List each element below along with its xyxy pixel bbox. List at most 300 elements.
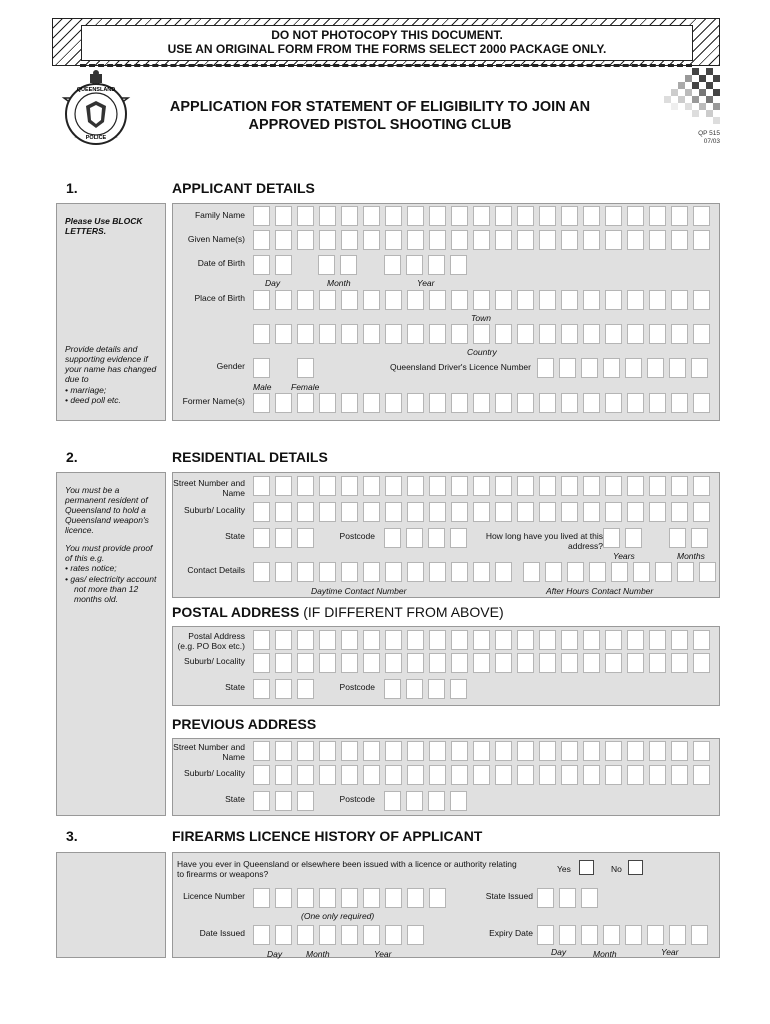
char-box[interactable] (407, 741, 424, 761)
char-box[interactable] (407, 888, 424, 908)
char-box[interactable] (407, 653, 424, 673)
char-box[interactable] (495, 765, 512, 785)
char-box[interactable] (407, 630, 424, 650)
char-box[interactable] (693, 630, 710, 650)
char-box[interactable] (649, 324, 666, 344)
char-box[interactable] (583, 630, 600, 650)
char-box[interactable] (561, 653, 578, 673)
char-box[interactable] (473, 765, 490, 785)
char-box[interactable] (523, 562, 540, 582)
char-box[interactable] (429, 290, 446, 310)
char-box[interactable] (583, 741, 600, 761)
char-box[interactable] (691, 925, 708, 945)
char-box[interactable] (581, 888, 598, 908)
char-box[interactable] (627, 630, 644, 650)
char-box[interactable] (649, 230, 666, 250)
char-box[interactable] (671, 765, 688, 785)
char-box[interactable] (385, 888, 402, 908)
char-box[interactable] (605, 653, 622, 673)
char-box[interactable] (473, 206, 490, 226)
char-box[interactable] (625, 528, 642, 548)
char-box[interactable] (633, 562, 650, 582)
char-box[interactable] (625, 358, 642, 378)
char-box[interactable] (561, 765, 578, 785)
char-box[interactable] (583, 765, 600, 785)
char-box[interactable] (451, 630, 468, 650)
char-box[interactable] (384, 679, 401, 699)
family-name-boxes[interactable] (253, 206, 715, 228)
char-box[interactable] (363, 741, 380, 761)
char-box[interactable] (429, 230, 446, 250)
char-box[interactable] (539, 502, 556, 522)
char-box[interactable] (671, 741, 688, 761)
char-box[interactable] (561, 393, 578, 413)
char-box[interactable] (473, 502, 490, 522)
char-box[interactable] (407, 324, 424, 344)
char-box[interactable] (319, 653, 336, 673)
char-box[interactable] (253, 791, 270, 811)
state-boxes[interactable] (253, 528, 319, 550)
char-box[interactable] (583, 324, 600, 344)
char-box[interactable] (581, 925, 598, 945)
char-box[interactable] (341, 630, 358, 650)
char-box[interactable] (297, 324, 314, 344)
state-issued-boxes[interactable] (537, 888, 603, 910)
char-box[interactable] (253, 206, 270, 226)
char-box[interactable] (341, 562, 358, 582)
char-box[interactable] (495, 230, 512, 250)
no-checkbox[interactable] (628, 860, 643, 875)
char-box[interactable] (627, 230, 644, 250)
char-box[interactable] (581, 358, 598, 378)
char-box[interactable] (451, 290, 468, 310)
char-box[interactable] (319, 630, 336, 650)
char-box[interactable] (363, 653, 380, 673)
char-box[interactable] (275, 502, 292, 522)
gender-male-box[interactable] (253, 358, 275, 380)
char-box[interactable] (319, 741, 336, 761)
char-box[interactable] (605, 324, 622, 344)
char-box[interactable] (341, 741, 358, 761)
char-box[interactable] (297, 476, 314, 496)
char-box[interactable] (699, 562, 716, 582)
char-box[interactable] (407, 290, 424, 310)
char-box[interactable] (275, 324, 292, 344)
char-box[interactable] (671, 502, 688, 522)
prev-suburb-boxes[interactable] (253, 765, 715, 787)
char-box[interactable] (537, 925, 554, 945)
char-box[interactable] (517, 393, 534, 413)
char-box[interactable] (495, 476, 512, 496)
char-box[interactable] (671, 324, 688, 344)
char-box[interactable] (407, 230, 424, 250)
drivers-licence-boxes[interactable] (537, 358, 713, 380)
expiry-month-boxes[interactable] (581, 925, 625, 947)
char-box[interactable] (583, 502, 600, 522)
char-box[interactable] (363, 230, 380, 250)
char-box[interactable] (655, 562, 672, 582)
prev-street-boxes[interactable] (253, 741, 715, 763)
char-box[interactable] (605, 476, 622, 496)
yes-checkbox[interactable] (579, 860, 594, 875)
char-box[interactable] (363, 765, 380, 785)
char-box[interactable] (671, 393, 688, 413)
char-box[interactable] (539, 290, 556, 310)
char-box[interactable] (451, 393, 468, 413)
char-box[interactable] (450, 528, 467, 548)
char-box[interactable] (297, 741, 314, 761)
char-box[interactable] (253, 230, 270, 250)
char-box[interactable] (253, 324, 270, 344)
char-box[interactable] (385, 630, 402, 650)
char-box[interactable] (297, 290, 314, 310)
char-box[interactable] (253, 925, 270, 945)
char-box[interactable] (627, 393, 644, 413)
char-box[interactable] (319, 290, 336, 310)
char-box[interactable] (677, 562, 694, 582)
char-box[interactable] (605, 741, 622, 761)
char-box[interactable] (561, 502, 578, 522)
char-box[interactable] (451, 765, 468, 785)
char-box[interactable] (537, 358, 554, 378)
after-hours-contact-boxes[interactable] (523, 562, 721, 584)
char-box[interactable] (385, 741, 402, 761)
char-box[interactable] (275, 765, 292, 785)
char-box[interactable] (517, 630, 534, 650)
char-box[interactable] (363, 925, 380, 945)
char-box[interactable] (341, 765, 358, 785)
char-box[interactable] (340, 255, 357, 275)
char-box[interactable] (495, 393, 512, 413)
char-box[interactable] (561, 290, 578, 310)
char-box[interactable] (428, 679, 445, 699)
char-box[interactable] (275, 562, 292, 582)
char-box[interactable] (693, 230, 710, 250)
char-box[interactable] (605, 393, 622, 413)
char-box[interactable] (275, 230, 292, 250)
char-box[interactable] (275, 679, 292, 699)
char-box[interactable] (627, 324, 644, 344)
char-box[interactable] (406, 791, 423, 811)
char-box[interactable] (275, 476, 292, 496)
prev-postcode-boxes[interactable] (384, 791, 472, 813)
char-box[interactable] (517, 476, 534, 496)
char-box[interactable] (297, 358, 314, 378)
char-box[interactable] (429, 888, 446, 908)
char-box[interactable] (473, 290, 490, 310)
char-box[interactable] (297, 791, 314, 811)
char-box[interactable] (517, 290, 534, 310)
char-box[interactable] (407, 476, 424, 496)
char-box[interactable] (253, 502, 270, 522)
char-box[interactable] (561, 230, 578, 250)
char-box[interactable] (517, 741, 534, 761)
char-box[interactable] (297, 679, 314, 699)
char-box[interactable] (385, 230, 402, 250)
char-box[interactable] (363, 502, 380, 522)
char-box[interactable] (649, 393, 666, 413)
char-box[interactable] (451, 206, 468, 226)
char-box[interactable] (275, 741, 292, 761)
char-box[interactable] (561, 324, 578, 344)
char-box[interactable] (627, 290, 644, 310)
char-box[interactable] (669, 528, 686, 548)
char-box[interactable] (647, 925, 664, 945)
char-box[interactable] (297, 206, 314, 226)
char-box[interactable] (275, 528, 292, 548)
char-box[interactable] (341, 653, 358, 673)
char-box[interactable] (429, 562, 446, 582)
char-box[interactable] (649, 502, 666, 522)
char-box[interactable] (275, 290, 292, 310)
char-box[interactable] (451, 476, 468, 496)
char-box[interactable] (253, 741, 270, 761)
dob-day-boxes[interactable] (253, 255, 297, 277)
char-box[interactable] (253, 653, 270, 673)
char-box[interactable] (385, 206, 402, 226)
char-box[interactable] (605, 502, 622, 522)
char-box[interactable] (297, 925, 314, 945)
char-box[interactable] (649, 206, 666, 226)
char-box[interactable] (253, 630, 270, 650)
char-box[interactable] (649, 290, 666, 310)
char-box[interactable] (589, 562, 606, 582)
birth-town-boxes[interactable] (253, 290, 715, 312)
char-box[interactable] (319, 502, 336, 522)
char-box[interactable] (297, 765, 314, 785)
char-box[interactable] (517, 502, 534, 522)
char-box[interactable] (473, 630, 490, 650)
char-box[interactable] (605, 630, 622, 650)
char-box[interactable] (319, 562, 336, 582)
char-box[interactable] (539, 741, 556, 761)
char-box[interactable] (406, 679, 423, 699)
char-box[interactable] (451, 230, 468, 250)
char-box[interactable] (385, 290, 402, 310)
char-box[interactable] (275, 630, 292, 650)
char-box[interactable] (583, 653, 600, 673)
char-box[interactable] (649, 741, 666, 761)
char-box[interactable] (253, 679, 270, 699)
char-box[interactable] (429, 741, 446, 761)
expiry-year-boxes[interactable] (625, 925, 713, 947)
char-box[interactable] (297, 230, 314, 250)
char-box[interactable] (451, 741, 468, 761)
char-box[interactable] (559, 888, 576, 908)
postcode-boxes[interactable] (384, 528, 472, 550)
char-box[interactable] (363, 290, 380, 310)
char-box[interactable] (341, 502, 358, 522)
char-box[interactable] (517, 653, 534, 673)
char-box[interactable] (583, 290, 600, 310)
char-box[interactable] (539, 230, 556, 250)
char-box[interactable] (297, 393, 314, 413)
char-box[interactable] (539, 630, 556, 650)
char-box[interactable] (385, 925, 402, 945)
char-box[interactable] (407, 925, 424, 945)
char-box[interactable] (363, 206, 380, 226)
char-box[interactable] (253, 290, 270, 310)
char-box[interactable] (603, 358, 620, 378)
char-box[interactable] (669, 358, 686, 378)
daytime-contact-boxes[interactable] (253, 562, 517, 584)
char-box[interactable] (539, 324, 556, 344)
char-box[interactable] (605, 206, 622, 226)
char-box[interactable] (253, 476, 270, 496)
char-box[interactable] (561, 476, 578, 496)
char-box[interactable] (605, 290, 622, 310)
char-box[interactable] (363, 476, 380, 496)
char-box[interactable] (671, 630, 688, 650)
char-box[interactable] (583, 206, 600, 226)
char-box[interactable] (385, 324, 402, 344)
char-box[interactable] (693, 765, 710, 785)
char-box[interactable] (649, 630, 666, 650)
char-box[interactable] (473, 476, 490, 496)
char-box[interactable] (341, 476, 358, 496)
char-box[interactable] (495, 653, 512, 673)
licence-number-boxes[interactable] (253, 888, 451, 910)
char-box[interactable] (253, 562, 270, 582)
char-box[interactable] (625, 925, 642, 945)
char-box[interactable] (341, 290, 358, 310)
char-box[interactable] (275, 255, 292, 275)
char-box[interactable] (384, 528, 401, 548)
char-box[interactable] (649, 765, 666, 785)
gender-female-box[interactable] (297, 358, 319, 380)
expiry-day-boxes[interactable] (537, 925, 581, 947)
char-box[interactable] (627, 653, 644, 673)
char-box[interactable] (275, 925, 292, 945)
char-box[interactable] (406, 255, 423, 275)
postal-postcode-boxes[interactable] (384, 679, 472, 701)
char-box[interactable] (363, 393, 380, 413)
char-box[interactable] (473, 324, 490, 344)
char-box[interactable] (253, 358, 270, 378)
char-box[interactable] (567, 562, 584, 582)
char-box[interactable] (407, 393, 424, 413)
birth-country-boxes[interactable] (253, 324, 715, 346)
char-box[interactable] (385, 653, 402, 673)
char-box[interactable] (450, 791, 467, 811)
char-box[interactable] (627, 741, 644, 761)
char-box[interactable] (693, 653, 710, 673)
given-names-boxes[interactable] (253, 230, 715, 252)
char-box[interactable] (473, 741, 490, 761)
char-box[interactable] (319, 888, 336, 908)
char-box[interactable] (341, 230, 358, 250)
char-box[interactable] (517, 324, 534, 344)
issued-year-boxes[interactable] (341, 925, 429, 947)
char-box[interactable] (429, 393, 446, 413)
char-box[interactable] (319, 925, 336, 945)
char-box[interactable] (429, 206, 446, 226)
prev-state-boxes[interactable] (253, 791, 319, 813)
char-box[interactable] (605, 765, 622, 785)
char-box[interactable] (275, 653, 292, 673)
char-box[interactable] (583, 230, 600, 250)
char-box[interactable] (473, 562, 490, 582)
char-box[interactable] (539, 393, 556, 413)
char-box[interactable] (384, 791, 401, 811)
char-box[interactable] (473, 230, 490, 250)
char-box[interactable] (693, 324, 710, 344)
char-box[interactable] (406, 528, 423, 548)
char-box[interactable] (583, 393, 600, 413)
char-box[interactable] (407, 502, 424, 522)
char-box[interactable] (627, 765, 644, 785)
char-box[interactable] (603, 528, 620, 548)
char-box[interactable] (693, 393, 710, 413)
former-names-boxes[interactable] (253, 393, 715, 415)
char-box[interactable] (537, 888, 554, 908)
postal-state-boxes[interactable] (253, 679, 319, 701)
char-box[interactable] (341, 888, 358, 908)
years-boxes[interactable] (603, 528, 647, 550)
char-box[interactable] (495, 562, 512, 582)
char-box[interactable] (691, 358, 708, 378)
char-box[interactable] (495, 290, 512, 310)
char-box[interactable] (693, 476, 710, 496)
char-box[interactable] (253, 888, 270, 908)
char-box[interactable] (450, 679, 467, 699)
char-box[interactable] (363, 562, 380, 582)
char-box[interactable] (495, 630, 512, 650)
char-box[interactable] (495, 206, 512, 226)
char-box[interactable] (429, 653, 446, 673)
char-box[interactable] (539, 206, 556, 226)
char-box[interactable] (385, 562, 402, 582)
char-box[interactable] (275, 393, 292, 413)
char-box[interactable] (253, 393, 270, 413)
char-box[interactable] (561, 741, 578, 761)
char-box[interactable] (693, 741, 710, 761)
char-box[interactable] (451, 653, 468, 673)
char-box[interactable] (384, 255, 401, 275)
char-box[interactable] (319, 206, 336, 226)
char-box[interactable] (253, 255, 270, 275)
char-box[interactable] (341, 925, 358, 945)
char-box[interactable] (451, 562, 468, 582)
char-box[interactable] (561, 630, 578, 650)
char-box[interactable] (385, 502, 402, 522)
dob-month-boxes[interactable] (318, 255, 362, 277)
char-box[interactable] (297, 562, 314, 582)
char-box[interactable] (671, 206, 688, 226)
char-box[interactable] (517, 765, 534, 785)
char-box[interactable] (297, 653, 314, 673)
char-box[interactable] (429, 502, 446, 522)
char-box[interactable] (539, 765, 556, 785)
char-box[interactable] (451, 324, 468, 344)
char-box[interactable] (385, 393, 402, 413)
char-box[interactable] (627, 206, 644, 226)
char-box[interactable] (429, 765, 446, 785)
postal-address-boxes[interactable] (253, 630, 715, 652)
char-box[interactable] (539, 476, 556, 496)
char-box[interactable] (539, 653, 556, 673)
char-box[interactable] (603, 925, 620, 945)
char-box[interactable] (428, 255, 445, 275)
char-box[interactable] (407, 562, 424, 582)
char-box[interactable] (385, 476, 402, 496)
char-box[interactable] (473, 653, 490, 673)
char-box[interactable] (297, 630, 314, 650)
char-box[interactable] (671, 290, 688, 310)
char-box[interactable] (450, 255, 467, 275)
char-box[interactable] (275, 888, 292, 908)
char-box[interactable] (297, 528, 314, 548)
